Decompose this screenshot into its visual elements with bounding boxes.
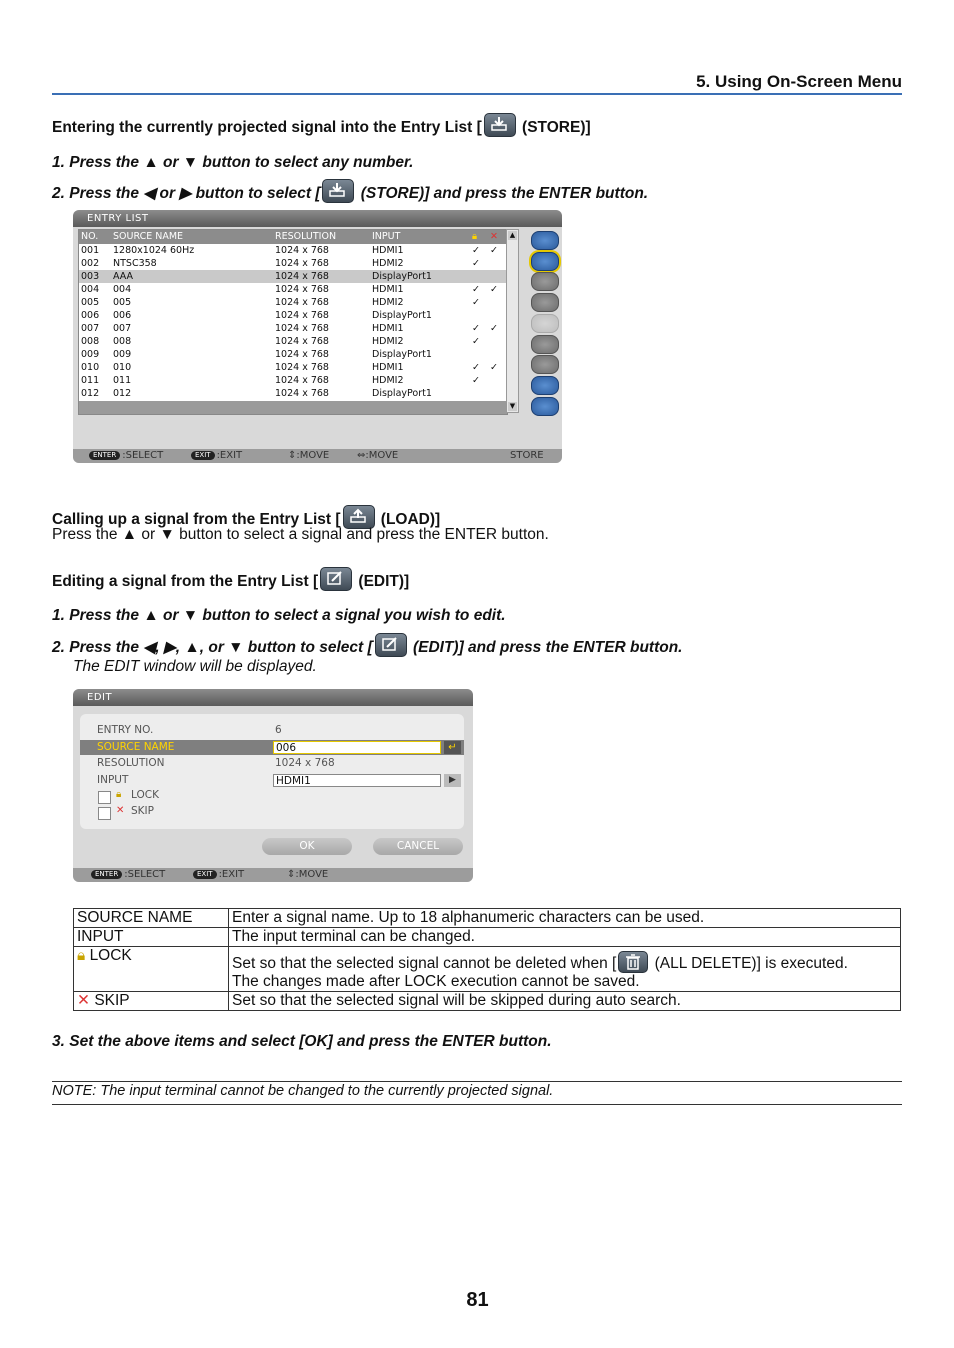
- input-arrow-icon[interactable]: ▶: [444, 774, 461, 787]
- row-input: HDMI1: [372, 245, 404, 256]
- all-delete-icon: [618, 951, 648, 973]
- footer-exit: [191, 449, 242, 463]
- row-lock-mark: ✓: [472, 245, 480, 256]
- lock-col-icon: 🔒︎: [472, 231, 478, 242]
- entry-list-footer: [73, 449, 562, 463]
- paste-button[interactable]: [531, 314, 559, 333]
- footer-move-horizontal: ⇔:MOVE: [357, 450, 399, 461]
- row-resolution: 1024 x 768: [275, 375, 329, 386]
- page-number: 81: [466, 1289, 489, 1311]
- skip-term-label: SKIP: [94, 992, 130, 1009]
- row-no: 004: [81, 284, 100, 295]
- cancel-button[interactable]: CANCEL: [373, 838, 463, 855]
- header-rule: [52, 93, 902, 95]
- store-button[interactable]: [531, 252, 559, 271]
- row-resolution: 1024 x 768: [275, 284, 329, 295]
- row-input: HDMI1: [372, 362, 404, 373]
- row-lock-mark: ✓: [472, 323, 480, 334]
- store-step-1: 1. Press the ▲ or ▼ button to select any number.: [52, 154, 414, 171]
- skip-label: SKIP: [131, 805, 154, 817]
- skip-desc: Set so that the selected signal will be skipped during auto search.: [229, 992, 901, 1011]
- enter-key-icon: ENTER: [89, 451, 120, 460]
- row-input: DisplayPort1: [372, 388, 432, 399]
- table-row[interactable]: [79, 361, 507, 374]
- source-name-row[interactable]: [80, 740, 464, 755]
- col-input: INPUT: [372, 231, 401, 242]
- row-no: 009: [81, 349, 100, 360]
- edit-step-2: [52, 633, 683, 657]
- lock-desc-suffix: (ALL DELETE)] is executed.: [650, 955, 848, 972]
- edit-window-footer: [73, 868, 473, 882]
- table-row[interactable]: [79, 283, 507, 296]
- row-source-name: 006: [113, 310, 132, 321]
- cut-button[interactable]: [531, 272, 559, 291]
- row-source-name: 004: [113, 284, 132, 295]
- row-source-name: 009: [113, 349, 132, 360]
- entry-list-status-bar: [79, 401, 507, 414]
- row-source-name: 005: [113, 297, 132, 308]
- input-term: INPUT: [74, 928, 229, 947]
- row-resolution: 1024 x 768: [275, 310, 329, 321]
- row-resolution: 1024 x 768: [275, 297, 329, 308]
- input-row[interactable]: [80, 773, 464, 788]
- row-resolution: 1024 x 768: [275, 245, 329, 256]
- row-no: 008: [81, 336, 100, 347]
- store-heading-text: Entering the currently projected signal into the Entry List [: [52, 119, 482, 136]
- entry-list-window: [73, 210, 562, 463]
- edit-heading-suffix: (EDIT)]: [354, 573, 410, 590]
- table-row: [74, 909, 901, 928]
- table-row[interactable]: [79, 296, 507, 309]
- row-no: 006: [81, 310, 100, 321]
- row-source-name: 011: [113, 375, 132, 386]
- row-skip-mark: ✓: [490, 362, 498, 373]
- note-text: NOTE: The input terminal cannot be changed to the currently projected signal.: [52, 1083, 554, 1099]
- row-input: HDMI2: [372, 297, 404, 308]
- lock-term-label: LOCK: [89, 947, 132, 964]
- edit-window-note: The EDIT window will be displayed.: [73, 658, 317, 675]
- edit-step-1: 1. Press the ▲ or ▼ button to select a signal you wish to edit.: [52, 607, 506, 624]
- edit-footer-select-label: :SELECT: [124, 869, 166, 880]
- edit-footer-exit: [193, 868, 244, 882]
- row-source-name: 010: [113, 362, 132, 373]
- table-row[interactable]: [79, 374, 507, 387]
- lock-desc-text: Set so that the selected signal cannot be deleted when [: [232, 955, 617, 972]
- store-icon: [484, 113, 516, 137]
- row-resolution: 1024 x 768: [275, 362, 329, 373]
- enter-key-icon: ENTER: [91, 870, 122, 879]
- input-select[interactable]: HDMI1: [273, 774, 441, 787]
- note-rule-top: [52, 1081, 902, 1082]
- table-row: [74, 928, 901, 947]
- table-row[interactable]: [79, 348, 507, 361]
- page-down-button[interactable]: [531, 397, 559, 416]
- table-row[interactable]: [79, 322, 507, 335]
- row-no: 002: [81, 258, 100, 269]
- row-lock-mark: ✓: [472, 258, 480, 269]
- source-name-label: SOURCE NAME: [97, 741, 175, 753]
- table-row: [74, 947, 901, 992]
- exit-key-icon: EXIT: [193, 870, 217, 879]
- table-row[interactable]: [79, 309, 507, 322]
- edit-panel: [80, 714, 464, 829]
- load-heading-text: Calling up a signal from the Entry List [: [52, 511, 341, 528]
- entry-list-scrollbar[interactable]: [506, 229, 519, 413]
- lock-term: [74, 947, 229, 992]
- row-source-name: 012: [113, 388, 132, 399]
- page-up-button[interactable]: [531, 376, 559, 395]
- row-no: 001: [81, 245, 100, 256]
- edit-footer-select: [91, 868, 165, 882]
- entry-list-header: [79, 230, 507, 244]
- edit-window: [73, 689, 473, 882]
- skip-checkbox[interactable]: [98, 807, 111, 820]
- col-no: NO.: [81, 231, 99, 242]
- store-step-2-suffix: (STORE)] and press the ENTER button.: [356, 185, 649, 202]
- lock-desc-2: The changes made after LOCK execution cannot be saved.: [232, 973, 640, 990]
- entry-no-row: [80, 723, 464, 738]
- col-resolution: RESOLUTION: [275, 231, 337, 242]
- store-heading-suffix: (STORE)]: [517, 119, 591, 136]
- skip-icon: ✕: [77, 992, 90, 1009]
- table-row[interactable]: [79, 335, 507, 348]
- resolution-row: [80, 756, 464, 771]
- row-skip-mark: ✓: [490, 284, 498, 295]
- edit-footer-exit-label: :EXIT: [218, 869, 245, 880]
- edit-icon: [375, 633, 407, 657]
- lock-icon: 🔒︎: [116, 789, 122, 800]
- lock-desc: [229, 947, 901, 992]
- edit-window-title: EDIT: [73, 689, 473, 706]
- row-lock-mark: ✓: [472, 297, 480, 308]
- page-header-title: 5. Using On-Screen Menu: [696, 72, 902, 91]
- row-no: 007: [81, 323, 100, 334]
- row-input: HDMI2: [372, 336, 404, 347]
- enter-return-icon[interactable]: ↵: [444, 741, 461, 754]
- row-source-name: 008: [113, 336, 132, 347]
- row-input: DisplayPort1: [372, 349, 432, 360]
- exit-key-icon: EXIT: [191, 451, 215, 460]
- row-resolution: 1024 x 768: [275, 349, 329, 360]
- edit-step-2-text: 2. Press the ◀, ▶, ▲, or ▼ button to select [: [52, 639, 373, 656]
- row-source-name: NTSC358: [113, 258, 157, 269]
- edit-button[interactable]: [531, 335, 559, 354]
- row-skip-mark: ✓: [490, 245, 498, 256]
- footer-move-vertical: ⇕:MOVE: [288, 450, 330, 461]
- all-delete-button[interactable]: [531, 355, 559, 374]
- row-lock-mark: ✓: [472, 336, 480, 347]
- row-source-name: AAA: [113, 271, 134, 282]
- row-no: 011: [81, 375, 100, 386]
- input-desc: The input terminal can be changed.: [229, 928, 901, 947]
- edit-heading-text: Editing a signal from the Entry List [: [52, 573, 319, 590]
- row-resolution: 1024 x 768: [275, 258, 329, 269]
- edit-items-table: [73, 908, 901, 1011]
- row-no: 005: [81, 297, 100, 308]
- row-source-name: 1280x1024 60Hz: [113, 245, 195, 256]
- row-resolution: 1024 x 768: [275, 336, 329, 347]
- load-heading-suffix: (LOAD)]: [376, 511, 441, 528]
- load-button[interactable]: [531, 231, 559, 250]
- source-name-desc: Enter a signal name. Up to 18 alphanumeric characters can be used.: [229, 909, 901, 928]
- row-no: 012: [81, 388, 100, 399]
- footer-select: [89, 449, 163, 463]
- row-resolution: 1024 x 768: [275, 388, 329, 399]
- edit-step-2-suffix: (EDIT)] and press the ENTER button.: [408, 639, 683, 656]
- row-input: DisplayPort1: [372, 310, 432, 321]
- lock-icon: 🔒︎: [77, 947, 86, 964]
- row-no: 003: [81, 271, 100, 282]
- table-row[interactable]: [79, 244, 507, 257]
- row-no: 010: [81, 362, 100, 373]
- footer-exit-label: :EXIT: [216, 450, 243, 461]
- copy-button[interactable]: [531, 293, 559, 312]
- store-heading: [52, 113, 591, 137]
- entry-no-label: ENTRY NO.: [97, 724, 154, 736]
- row-resolution: 1024 x 768: [275, 323, 329, 334]
- store-icon: [322, 179, 354, 203]
- source-name-term: SOURCE NAME: [74, 909, 229, 928]
- table-row: [74, 992, 901, 1011]
- load-text: Press the ▲ or ▼ button to select a signal and press the ENTER button.: [52, 526, 549, 543]
- row-input: HDMI2: [372, 375, 404, 386]
- edit-footer-move: ⇕:MOVE: [287, 869, 329, 880]
- entry-list-title: ENTRY LIST: [73, 210, 562, 227]
- row-source-name: 007: [113, 323, 132, 334]
- skip-icon: ✕: [116, 805, 125, 816]
- resolution-label: RESOLUTION: [97, 757, 165, 769]
- note-rule-bottom: [52, 1104, 902, 1105]
- input-label: INPUT: [97, 774, 129, 786]
- lock-checkbox[interactable]: [98, 791, 111, 804]
- lock-label: LOCK: [131, 789, 159, 801]
- store-step-2-text: 2. Press the ◀ or ▶ button to select [: [52, 185, 321, 202]
- row-input: HDMI1: [372, 284, 404, 295]
- row-input: HDMI2: [372, 258, 404, 269]
- skip-term: [74, 992, 229, 1011]
- step-3: 3. Set the above items and select [OK] and press the ENTER button.: [52, 1033, 552, 1050]
- row-lock-mark: ✓: [472, 362, 480, 373]
- row-input: HDMI1: [372, 323, 404, 334]
- entry-list-rows: [79, 244, 507, 413]
- row-skip-mark: ✓: [490, 323, 498, 334]
- row-lock-mark: ✓: [472, 284, 480, 295]
- col-source-name: SOURCE NAME: [113, 231, 184, 242]
- entry-no-value: 6: [275, 724, 282, 736]
- row-lock-mark: ✓: [472, 375, 480, 386]
- table-row[interactable]: [79, 270, 507, 283]
- row-input: DisplayPort1: [372, 271, 432, 282]
- store-step-2: [52, 179, 648, 203]
- scroll-up-icon[interactable]: ▲: [509, 231, 516, 239]
- source-name-field[interactable]: 006: [273, 741, 441, 754]
- footer-select-label: :SELECT: [122, 450, 164, 461]
- edit-heading: [52, 567, 409, 591]
- ok-button[interactable]: OK: [262, 838, 352, 855]
- entry-list-table: [78, 229, 508, 415]
- footer-status: STORE: [510, 450, 544, 461]
- skip-col-icon: ✕: [490, 231, 498, 242]
- edit-icon: [320, 567, 352, 591]
- table-row[interactable]: [79, 257, 507, 270]
- scroll-down-icon[interactable]: ▼: [509, 402, 516, 410]
- row-resolution: 1024 x 768: [275, 271, 329, 282]
- table-row[interactable]: [79, 387, 507, 400]
- resolution-value: 1024 x 768: [275, 757, 335, 769]
